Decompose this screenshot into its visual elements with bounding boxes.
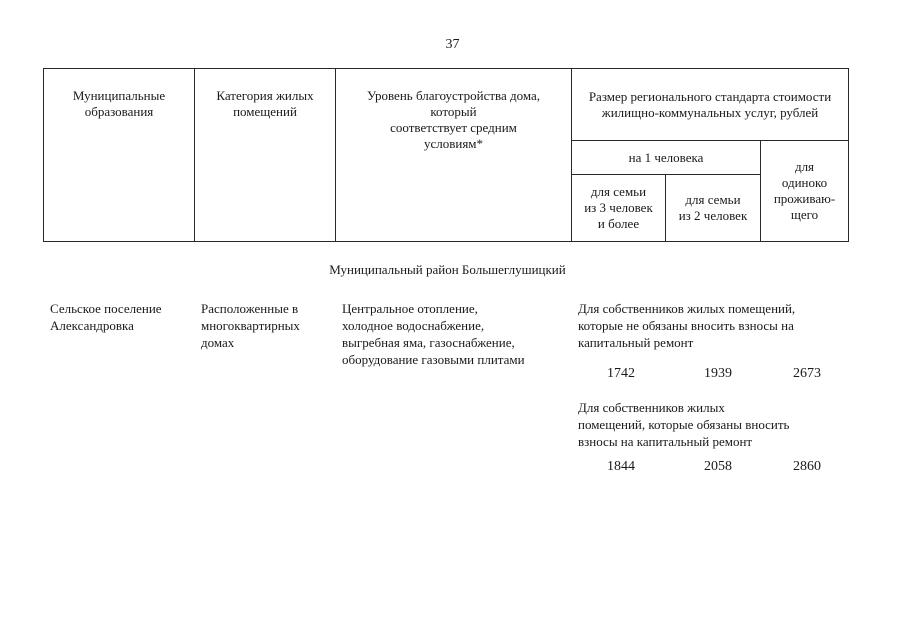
header-family-3-line: для семьи: [590, 184, 647, 199]
header-single-line: одиноко: [781, 175, 828, 190]
row-municipality-line: Александровка: [50, 318, 134, 333]
group-note-line: помещений, которые обязаны вносить: [578, 417, 790, 432]
row-improvement-level: [342, 300, 572, 368]
header-single-line: проживаю-: [773, 191, 836, 206]
header-per-person: на 1 человека: [572, 141, 761, 175]
row-category-line: многоквартирных: [201, 318, 300, 333]
header-level: [336, 69, 572, 242]
header-category: Категория жилых помещений: [195, 69, 336, 242]
header-level-line: который: [430, 104, 477, 119]
group-note-no-capital-repair: [578, 300, 853, 351]
header-single-resident: [761, 141, 849, 242]
group-note-capital-repair: [578, 399, 853, 450]
page-number: 37: [445, 37, 460, 52]
district-title: Муниципальный район Большеглушицкий: [329, 262, 566, 277]
row-category-line: Расположенные в: [201, 301, 299, 316]
group-note-line: Для собственников жилых помещений,: [578, 301, 796, 316]
row-level-line: выгребная яма, газоснабжение,: [342, 335, 515, 350]
value-family-2: 2058: [704, 459, 732, 474]
value-family-2: 1939: [704, 366, 732, 381]
header-municipality: Муниципальные образования: [44, 69, 195, 242]
header-family-3: [572, 175, 666, 242]
row-level-line: оборудование газовыми плитами: [342, 352, 525, 367]
value-family-3: 1742: [607, 366, 635, 381]
value-single: 2860: [793, 459, 821, 474]
header-regional-standard: Размер регионального стандарта стоимости жилищно-коммунальных услуг, рублей: [572, 69, 849, 141]
header-family-2-line: из 2 человек: [678, 208, 748, 223]
header-family-3-line: и более: [597, 216, 640, 231]
group-note-line: капитальный ремонт: [578, 335, 694, 350]
row-level-line: Центральное отопление,: [342, 301, 478, 316]
row-level-line: холодное водоснабжение,: [342, 318, 485, 333]
row-category: [201, 300, 331, 351]
header-family-2: [666, 175, 761, 242]
group-note-line: которые не обязаны вносить взносы на: [578, 318, 794, 333]
header-table: [43, 68, 849, 242]
value-family-3: 1844: [607, 459, 635, 474]
row-category-line: домах: [201, 335, 235, 350]
header-single-line: для: [794, 159, 815, 174]
row-municipality-line: Сельское поселение: [50, 301, 162, 316]
header-level-line: соответствует средним: [390, 120, 517, 135]
group-note-line: взносы на капитальный ремонт: [578, 434, 753, 449]
value-single: 2673: [793, 366, 821, 381]
header-family-2-line: для семьи: [685, 192, 741, 207]
group-note-line: Для собственников жилых: [578, 400, 725, 415]
header-level-line: Уровень благоустройства дома,: [366, 88, 541, 103]
row-municipality: [50, 300, 190, 334]
header-level-line: условиям*: [423, 136, 484, 151]
header-single-line: щего: [790, 207, 819, 222]
header-family-3-line: из 3 человек: [584, 200, 653, 215]
